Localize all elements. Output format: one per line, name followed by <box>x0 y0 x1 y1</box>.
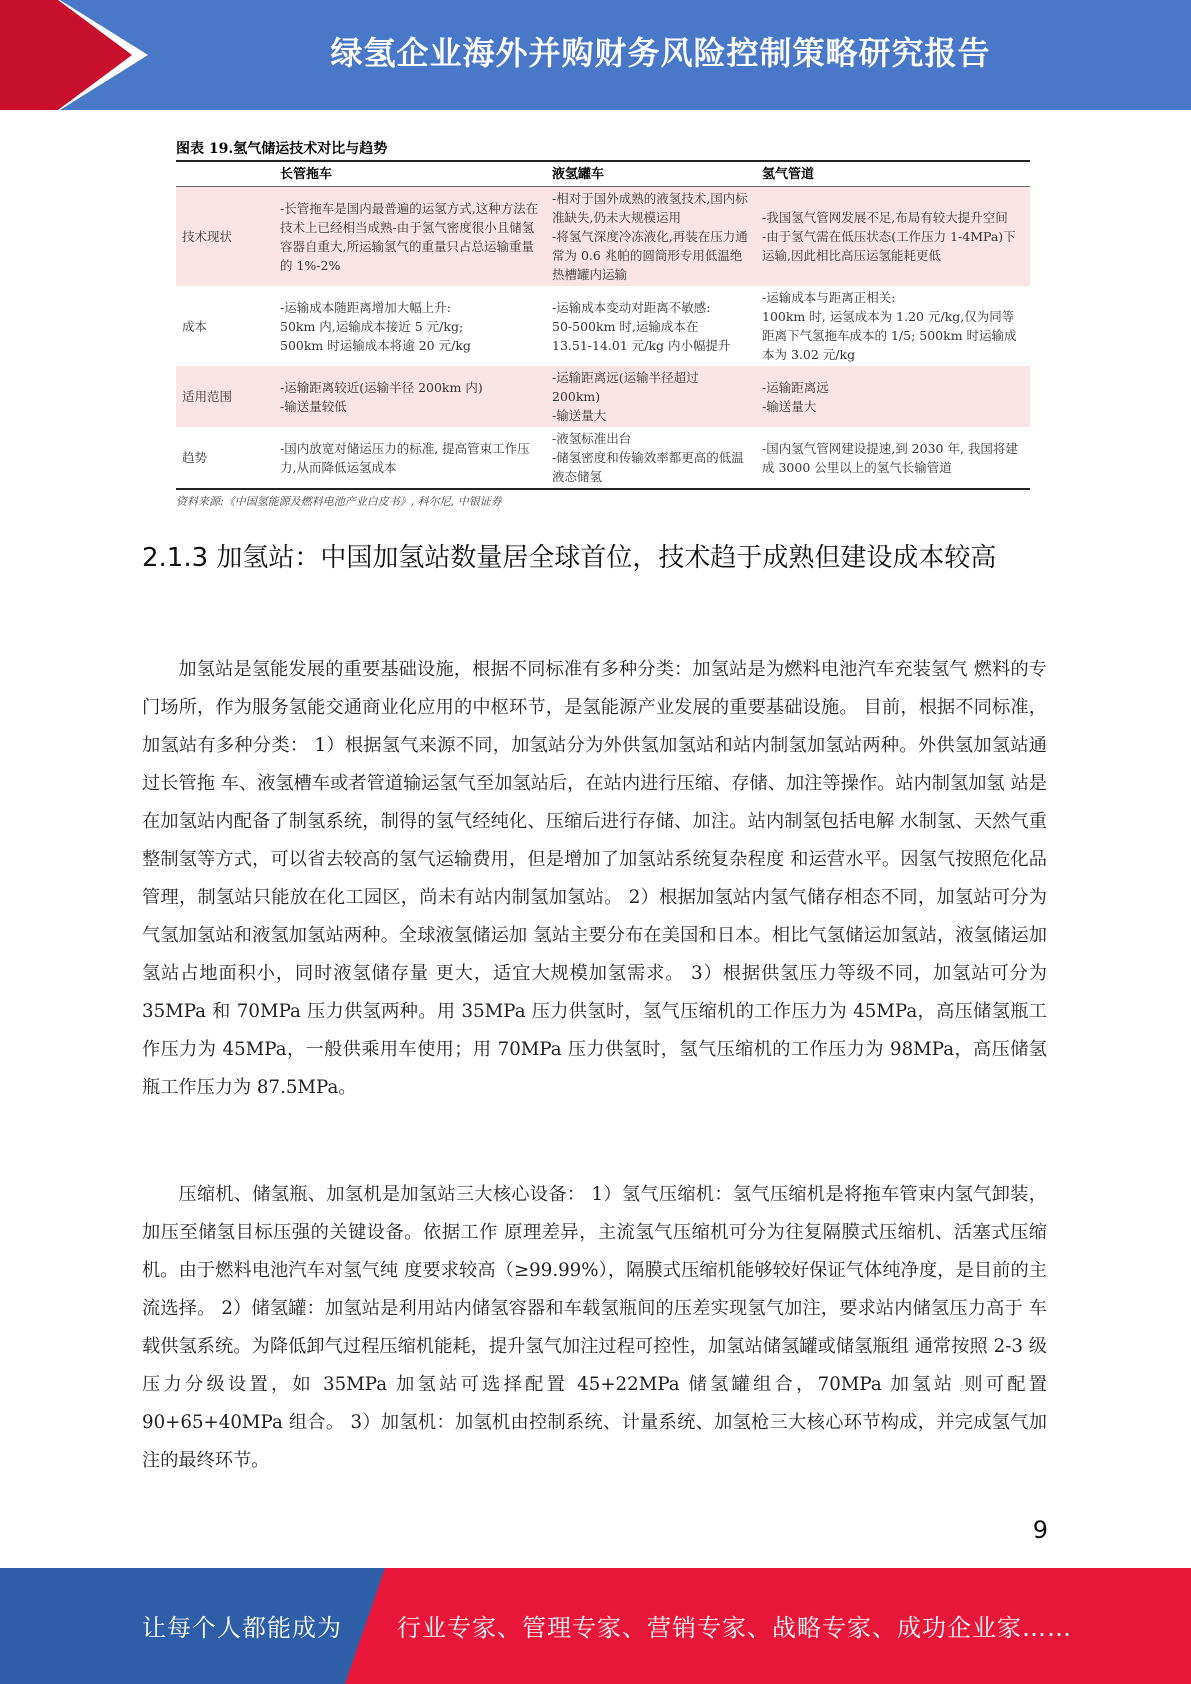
page-footer <box>0 1568 1191 1684</box>
row-label: 技术现状 <box>176 187 274 287</box>
page-number: 9 <box>1032 1516 1048 1544</box>
body-paragraph: 压缩机、储氢瓶、加氢机是加氢站三大核心设备： 1）氢气压缩机：氢气压缩机是将拖车管束内氢气卸装，加压至储氢目标压强的关键设备。依据工作 原理差异，主流氢气压缩机可分为往复隔膜式压缩机、活塞式压缩机。由于燃料电池汽车对氢气纯 度要求较高（≥99.99%），隔膜式压缩机能够较好保证气体纯净度，是目前的主流选择。 2）储氢罐：加氢站是利用站内储氢容器和车载氢瓶间的压差实现氢气加注，要求站内储氢压力高于 车载供氢系统。为降低卸气过程压缩机能耗，提升氢气加注过程可控性，加氢站储氢罐或储氢瓶组 通常按照 2-3 级压力分级设置，如 35MPa 加氢站可选择配置 45+22MPa 储氢罐组合，70MPa 加氢站 则可配置 90+65+40MPa 组合。 3）加氢机：加氢机由控制系统、计量系统、加氢枪三大核心环节构成，并完成氢气加注的最终环节。 <box>142 1184 1047 1471</box>
row-label: 成本 <box>182 318 208 334</box>
table-cell: -我国氢气管网发展不足,布局有较大提升空间 -由于氢气需在低压状态(工作压力 1-4MPa)下运输,因此相比高压运氢能耗更低 <box>756 187 1030 287</box>
table-cell: -运输成本随距离增加大幅上升: 50km 内,运输成本接近 5 元/kg; 500km 时运输成本将逾 20 元/kg <box>280 299 471 353</box>
table-header-row <box>176 161 1030 187</box>
page-header <box>0 0 1191 110</box>
table-cell: -运输距离远(运输半径超过 200km) -输送量大 <box>546 366 756 427</box>
table-cell: -液氢标准出台 -储氢密度和传输效率都更高的低温液态储氢 <box>552 431 744 484</box>
table-row <box>176 187 1030 287</box>
comparison-table <box>176 160 1030 490</box>
table-cell: -运输成本变动对距离不敏感: 50-500km 时,运输成本在 13.51-14.01 元/kg 内小幅提升 <box>552 299 731 353</box>
table-header-cell: 氢气管道 <box>756 161 1030 187</box>
section-heading: 2.1.3 加氢站：中国加氢站数量居全球首位，技术趋于成熟但建设成本较高 <box>142 543 997 573</box>
figure-table-block <box>176 138 1030 509</box>
table-header-cell: 液氢罐车 <box>546 161 756 187</box>
body-paragraph: 加氢站是氢能发展的重要基础设施，根据不同标准有多种分类：加氢站是为燃料电池汽车充装氢气 燃料的专门场所，作为服务氢能交通商业化应用的中枢环节，是氢能源产业发展的重要基础设施。 目前，根据不同标准，加氢站有多种分类： 1）根据氢气来源不同，加氢站分为外供氢加氢站和站内制氢加氢站两种。外供氢加氢站通过长管拖 车、液氢槽车或者管道输运氢气至加氢站后，在站内进行压缩、存储、加注等操作。站内制氢加氢 站是在加氢站内配备了制氢系统，制得的氢气经纯化、压缩后进行存储、加注。站内制氢包括电解 水制氢、天然气重整制氢等方式，可以省去较高的氢气运输费用，但是增加了加氢站系统复杂程度 和运营水平。因氢气按照危化品管理，制氢站只能放在化工园区，尚未有站内制氢加氢站。 2）根据加氢站内氢气储存相态不同，加氢站可分为气氢加氢站和液氢加氢站两种。全球液氢储运加 氢站主要分布在美国和日本。相比气氢储运加氢站，液氢储运加氢站占地面积小，同时液氢储存量 更大，适宜大规模加氢需求。 3）根据供氢压力等级不同，加氢站可分为 35MPa 和 70MPa 压力供氢两种。用 35MPa 压力供氢时，氢气压缩机的工作压力为 45MPa，高压储氢瓶工作压力为 45MPa，一般供乘用车使用；用 70MPa 压力供氢时，氢气压缩机的工作压力为 98MPa，高压储氢瓶工作压力为 87.5MPa。 <box>142 659 1047 1098</box>
row-label: 趋势 <box>182 450 208 465</box>
table-cell: -相对于国外成熟的液氢技术,国内标准缺失,仍未大规模运用 -将氢气深度冷冻液化,再装在压力通常为 0.6 兆帕的圆筒形专用低温绝热槽罐内运输 <box>546 187 756 287</box>
table-row <box>176 366 1030 427</box>
figure-title: 图表 19.氢气储运技术对比与趋势 <box>176 141 388 157</box>
table-row <box>176 286 1030 366</box>
row-label: 适用范围 <box>176 366 274 427</box>
table-cell: -运输距离较近(运输半径 200km 内) -输送量较低 <box>274 366 546 427</box>
footer-slogan-right: 行业专家、管理专家、营销专家、战略专家、成功企业家…… <box>397 1614 1072 1642</box>
figure-source-note: 资料来源:《中国氢能源及燃料电池产业白皮书》, 科尔尼, 中银证券 <box>176 495 502 508</box>
table-cell: -长管拖车是国内最普遍的运氢方式,这种方法在技术上已经相当成熟-由于氢气密度很小且储氢容器自重大,所运输氢气的重量只占总运输重量的 1%-2% <box>274 187 546 287</box>
report-title: 绿氢企业海外并购财务风险控制策略研究报告 <box>330 34 991 72</box>
table-cell: -国内放宽对储运压力的标准, 提高管束工作压力,从而降低运氢成本 <box>280 440 530 475</box>
table-header-cell: 长管拖车 <box>274 161 546 187</box>
table-cell: -国内氢气管网建设提速,到 2030 年, 我国将建成 3000 公里以上的氢气长输管道 <box>762 440 1018 475</box>
table-header-cell <box>176 161 274 187</box>
table-cell: -运输距离远 -输送量大 <box>756 366 1030 427</box>
header-chevron-decoration <box>0 0 150 110</box>
footer-slogan-left: 让每个人都能成为 <box>142 1614 342 1642</box>
table-row <box>176 427 1030 489</box>
table-cell: -运输成本与距离正相关: 100km 时, 运氢成本为 1.20 元/kg,仅为同等距离下气氢拖车成本的 1/5; 500km 时运输成本为 3.02 元/kg <box>762 290 1017 362</box>
